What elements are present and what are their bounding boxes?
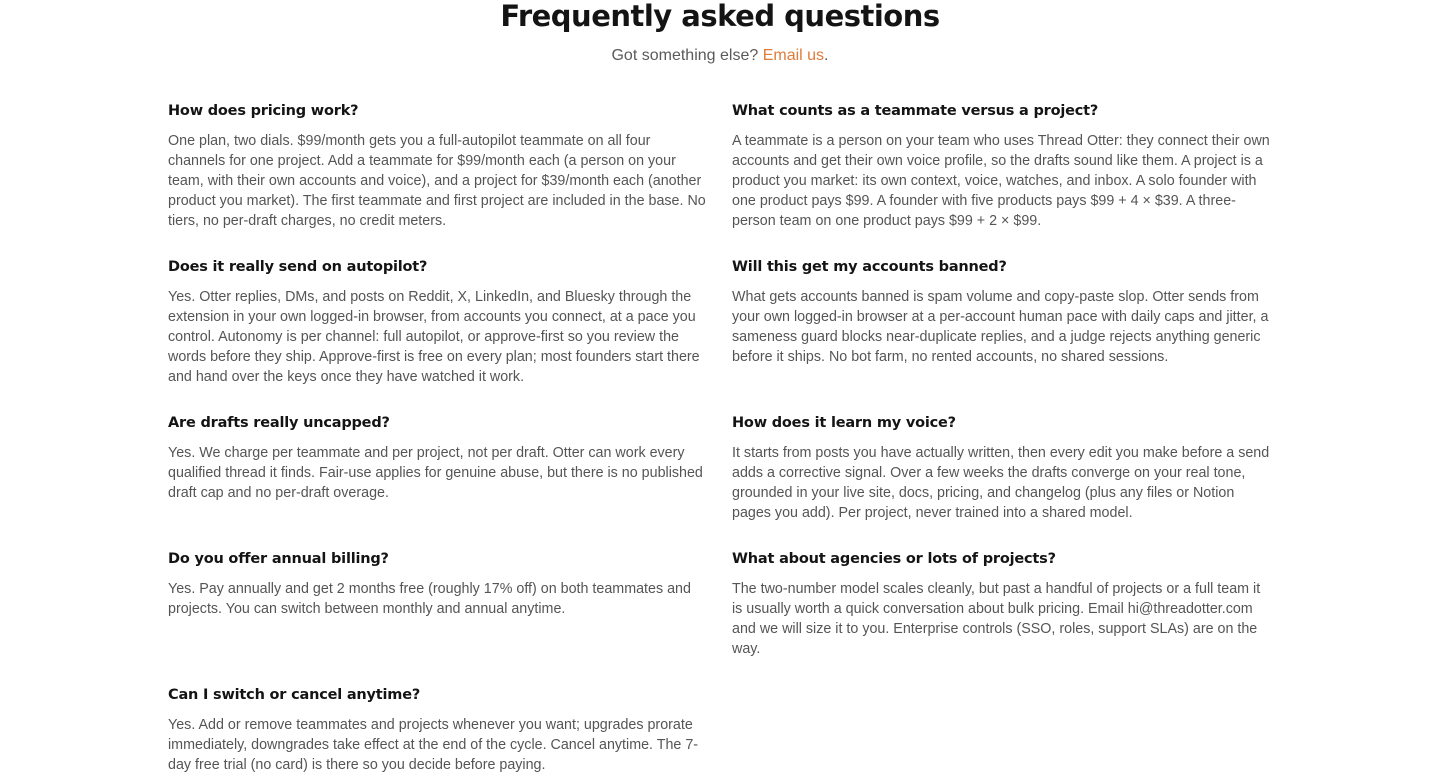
faq-answer: It starts from posts you have actually written, then every edit you make before a send adds a corrective signal. Over a few weeks the drafts converge on your real tone, grounded in your live site, docs, pricing, and changelog (plus any files or Notion pages you add). Per project, never trained into a shared model. xyxy=(732,445,1270,521)
faq-item-agencies xyxy=(732,549,1272,659)
subtitle-period: . xyxy=(824,47,829,64)
faq-question: How does it learn my voice? xyxy=(732,415,956,431)
faq-item-accounts-banned xyxy=(732,257,1272,367)
subtitle-text: Got something else? xyxy=(611,47,763,64)
faq-question: Are drafts really uncapped? xyxy=(168,415,390,431)
faq-item-autopilot xyxy=(168,257,708,387)
faq-question: What about agencies or lots of projects? xyxy=(732,551,1056,567)
faq-answer: Yes. Add or remove teammates and projects whenever you want; upgrades prorate immediately, downgrades take effect at the end of the cycle. Cancel anytime. The 7-day free trial (no card) is there so you decide before paying. xyxy=(168,717,699,773)
faq-question: Do you offer annual billing? xyxy=(168,551,389,567)
faq-answer: Yes. We charge per teammate and per project, not per draft. Otter can work every qualified thread it finds. Fair-use applies for genuine abuse, but there is no published draft cap and no per-draft overage. xyxy=(168,445,703,501)
faq-subtitle xyxy=(0,46,1440,66)
page-title: Frequently asked questions xyxy=(500,0,940,33)
faq-question: How does pricing work? xyxy=(168,103,359,119)
faq-item-teammate-vs-project xyxy=(732,101,1272,231)
faq-answer: The two-number model scales cleanly, but past a handful of projects or a full team it is usually worth a quick conversation about bulk pricing. Email hi@threadotter.com and we will size it to you. Enterprise controls (SSO, roles, support SLAs) are on the way. xyxy=(732,581,1261,657)
faq-answer: Yes. Pay annually and get 2 months free (roughly 17% off) on both teammates and projects. You can switch between monthly and annual anytime. xyxy=(168,581,691,617)
faq-item-learn-voice xyxy=(732,413,1272,523)
faq-answer: What gets accounts banned is spam volume and copy-paste slop. Otter sends from your own logged-in browser at a per-account human pace with daily caps and jitter, a sameness guard blocks near-duplicate replies, and a judge rejects anything generic before it ships. No bot farm, no rented accounts, no shared sessions. xyxy=(732,289,1269,365)
faq-question: Does it really send on autopilot? xyxy=(168,259,428,275)
faq-item-annual-billing xyxy=(168,549,708,619)
faq-answer: Yes. Otter replies, DMs, and posts on Reddit, X, LinkedIn, and Bluesky through the extension in your own logged-in browser, from accounts you connect, at a pace you control. Autonomy is per channel: full autopilot, or approve-first so you review the words before they ship. Approve-first is free on every plan; most founders start there and hand over the keys once they have watched it work. xyxy=(168,289,700,385)
faq-item-switch-cancel xyxy=(168,685,708,775)
faq-answer: A teammate is a person on your team who uses Thread Otter: they connect their own accounts and get their own voice profile, so the drafts sound like them. A project is a product you market: its own context, voice, watches, and inbox. A solo founder with one product pays $99. A founder with five products pays $99 + 4 × $39. A three-person team on one product pays $99 + 2 × $99. xyxy=(732,133,1270,229)
faq-answer: One plan, two dials. $99/month gets you a full-autopilot teammate on all four channels for one project. Add a teammate for $99/month each (a person on your team, with their own accounts and voice), and a project for $39/month each (another product you market). The first teammate and first project are included in the base. No tiers, no per-draft charges, no credit meters. xyxy=(168,133,706,229)
faq-question: Will this get my accounts banned? xyxy=(732,259,1007,275)
faq-item-drafts-uncapped xyxy=(168,413,708,503)
faq-item-pricing xyxy=(168,101,708,231)
email-us-link[interactable]: Email us xyxy=(762,47,825,64)
faq-question: What counts as a teammate versus a project? xyxy=(732,103,1099,119)
faq-question: Can I switch or cancel anytime? xyxy=(168,687,421,703)
